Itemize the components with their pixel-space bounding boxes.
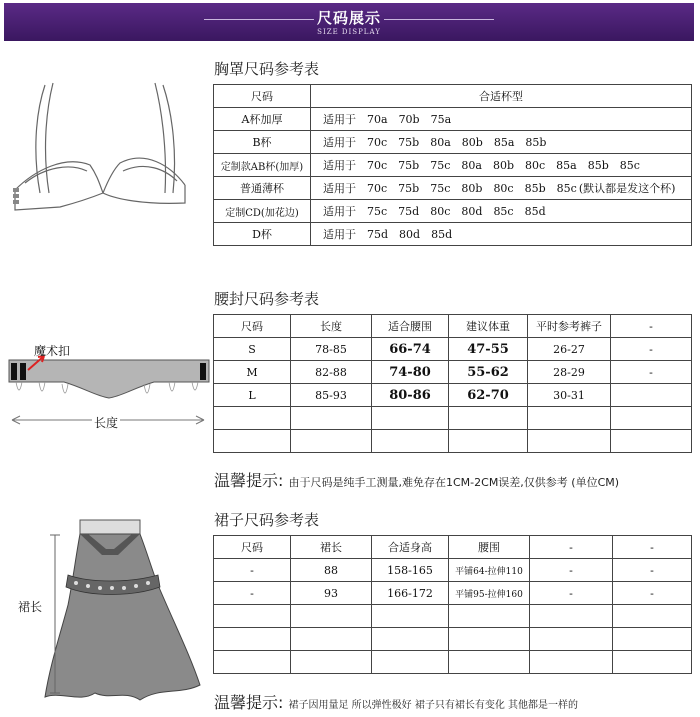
bra-size-cell: 定制CD(加花边) — [214, 200, 311, 223]
bra-fit-cell: 适用于 75c 75d 80c 80d 85c 85d — [311, 200, 692, 223]
header-cell: 长度 — [291, 315, 372, 338]
table-cell: 85-93 — [291, 384, 372, 407]
skirt-illustration — [40, 515, 205, 710]
bra-illustration — [5, 75, 205, 225]
table-cell: - — [530, 559, 613, 582]
header-cell: 尺码 — [214, 315, 291, 338]
table-cell: - — [613, 582, 692, 605]
table-cell: - — [214, 559, 291, 582]
table-cell: - — [611, 338, 692, 361]
table-cell — [611, 384, 692, 407]
tip-label: 温馨提示: — [214, 471, 284, 490]
table-cell: 28-29 — [528, 361, 611, 384]
table-cell: 74-80 — [372, 361, 449, 384]
table-row — [214, 407, 692, 430]
header-banner — [4, 3, 694, 41]
table-cell: 158-165 — [372, 559, 449, 582]
table-row — [214, 559, 692, 582]
table-cell: 166-172 — [372, 582, 449, 605]
header-cell: - — [611, 315, 692, 338]
header-size: 尺码 — [214, 85, 311, 108]
bra-fit-cell: 适用于 70a 70b 75a — [311, 108, 692, 131]
table-row — [214, 315, 692, 338]
table-cell: 80-86 — [372, 384, 449, 407]
bra-size-cell: A杯加厚 — [214, 108, 311, 131]
bra-size-cell: D杯 — [214, 223, 311, 246]
table-cell: L — [214, 384, 291, 407]
banner-title: 尺码展示 — [316, 9, 381, 27]
tip-text: 由于尺码是纯手工测量,难免存在1CM-2CM误差,仅供参考 (单位CM) — [288, 476, 620, 489]
table-row — [214, 384, 692, 407]
table-cell: 66-74 — [372, 338, 449, 361]
table-cell: 平铺95-拉伸160 — [449, 582, 530, 605]
bra-fit-cell: 适用于 70c 75b 75c 80a 80b 80c 85a 85b 85c — [311, 154, 692, 177]
belt-table-title: 腰封尺码参考表 — [214, 290, 320, 308]
bra-table-title: 胸罩尺码参考表 — [214, 60, 320, 78]
table-cell: - — [214, 582, 291, 605]
skirt-table-title: 裙子尺码参考表 — [214, 511, 320, 529]
banner-subtitle: SIZE DISPLAY — [317, 28, 381, 36]
tip-label: 温馨提示: — [214, 693, 284, 712]
header-cell: 建议体重 — [449, 315, 528, 338]
bra-size-cell: 普通薄杯 — [214, 177, 311, 200]
bra-size-table — [213, 84, 692, 246]
table-cell: 82-88 — [291, 361, 372, 384]
table-row — [214, 338, 692, 361]
table-row — [214, 536, 692, 559]
header-cup: 合适杯型 — [311, 85, 692, 108]
table-cell: - — [611, 361, 692, 384]
table-cell: M — [214, 361, 291, 384]
table-cell: 78-85 — [291, 338, 372, 361]
table-row — [214, 582, 692, 605]
header-cell: - — [613, 536, 692, 559]
table-cell: 26-27 — [528, 338, 611, 361]
table-row — [214, 200, 692, 223]
table-row — [214, 223, 692, 246]
header-cell: 适合腰围 — [372, 315, 449, 338]
tip-measurement — [214, 468, 619, 491]
bra-size-cell: 定制款AB杯(加厚) — [214, 154, 311, 177]
table-cell: 88 — [291, 559, 372, 582]
table-row — [214, 605, 692, 628]
table-cell: 93 — [291, 582, 372, 605]
header-cell: 腰围 — [449, 536, 530, 559]
table-row — [214, 430, 692, 453]
table-row — [214, 361, 692, 384]
bra-size-cell: B杯 — [214, 131, 311, 154]
table-cell: 30-31 — [528, 384, 611, 407]
header-cell: - — [530, 536, 613, 559]
bra-fit-cell: 适用于 70c 75b 80a 80b 85a 85b — [311, 131, 692, 154]
table-cell: 62-70 — [449, 384, 528, 407]
skirt-size-table — [213, 535, 692, 674]
table-row — [214, 651, 692, 674]
table-cell: S — [214, 338, 291, 361]
bra-fit-cell: 适用于 70c 75b 75c 80b 80c 85b 85c (默认都是发这个杯) — [311, 177, 692, 200]
bra-fit-cell: 适用于 75d 80d 85d — [311, 223, 692, 246]
belt-length-label: 长度 — [94, 416, 119, 430]
header-cell: 平时参考裤子 — [528, 315, 611, 338]
table-row — [214, 154, 692, 177]
table-row — [214, 628, 692, 651]
header-cell: 尺码 — [214, 536, 291, 559]
table-cell: 47-55 — [449, 338, 528, 361]
header-cell: 合适身高 — [372, 536, 449, 559]
table-cell: 平铺64-拉伸110 — [449, 559, 530, 582]
table-row — [214, 177, 692, 200]
table-row — [214, 85, 692, 108]
header-cell: 裙长 — [291, 536, 372, 559]
tip-skirt — [214, 690, 578, 713]
skirt-length-label: 裙长 — [18, 600, 43, 614]
belt-size-table — [213, 314, 692, 453]
table-cell: - — [613, 559, 692, 582]
table-cell: 55-62 — [449, 361, 528, 384]
table-row — [214, 108, 692, 131]
belt-clasp-label: 魔术扣 — [34, 344, 71, 358]
tip-text: 裙子因用量足 所以弹性极好 裙子只有裙长有变化 其他都是一样的 — [288, 700, 579, 711]
table-cell: - — [530, 582, 613, 605]
table-row — [214, 131, 692, 154]
